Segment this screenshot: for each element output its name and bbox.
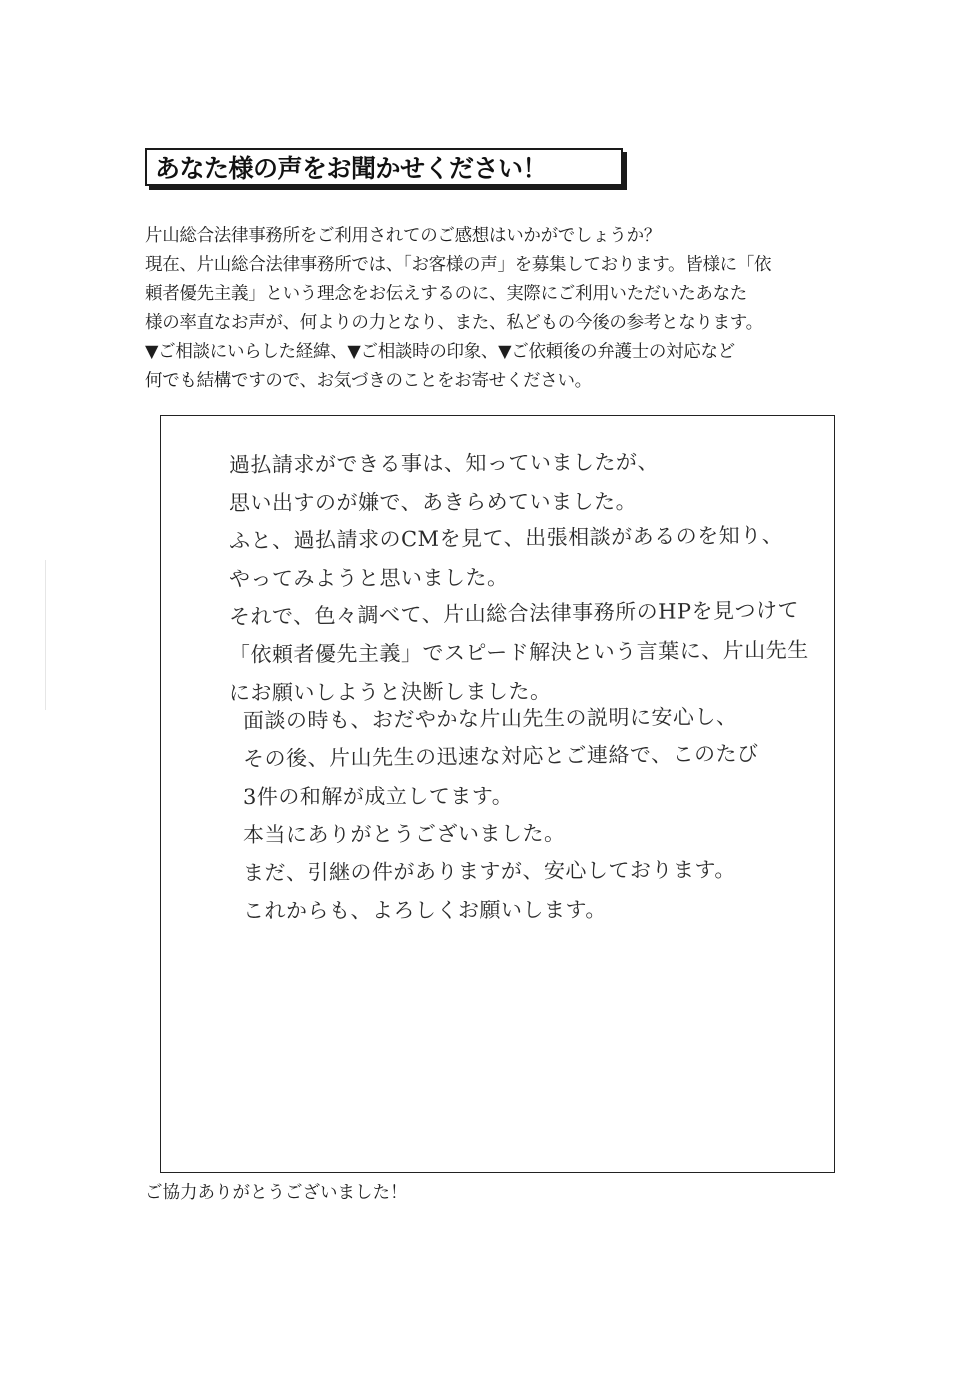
- handwritten-line: 「依頼者優先主義」でスピード解決という言葉に、片山先生: [228, 637, 809, 667]
- intro-line: 頼者優先主義」という理念をお伝えするのに、実際にご利用いただいたあなた: [145, 284, 747, 304]
- thanks-message: ご協力ありがとうございました！: [145, 1183, 408, 1203]
- handwritten-line: これからも、よろしくお願いします。: [242, 897, 607, 923]
- handwritten-paragraph-1: [229, 446, 809, 712]
- handwritten-answer-box: [160, 415, 835, 1173]
- handwritten-paragraph-2: [243, 702, 759, 930]
- handwritten-line: にお願いしようと決断しました。: [228, 679, 552, 705]
- intro-text: [145, 222, 845, 396]
- handwritten-line: 面談の時も、おだやかな片山先生の説明に安心し、: [242, 704, 738, 733]
- intro-line: 現在、片山総合法律事務所では、「お客様の声」を募集しております。皆様に「依: [145, 255, 772, 275]
- page-title: あなた様の声をお聞かせください！: [155, 154, 548, 183]
- page-title-box: [145, 148, 623, 186]
- scan-edge-mark: [45, 560, 46, 710]
- intro-line: 様の率直なお声が、何よりの力となり、また、私どもの今後の参考となります。: [145, 313, 763, 333]
- handwritten-line: ふと、過払請求のCMを見て、出張相談があるのを知り、: [228, 523, 784, 553]
- intro-line: 片山総合法律事務所をご利用されてのご感想はいかがでしょうか？: [145, 226, 661, 246]
- handwritten-line: 思い出すのが嫌で、あきらめていました。: [228, 489, 638, 515]
- handwritten-line: 過払請求ができる事は、知っていましたが、: [228, 449, 660, 477]
- handwritten-line: 3件の和解が成立してます。: [242, 784, 514, 809]
- intro-line: 何でも結構ですので、お気づきのことをお寄せください。: [145, 371, 592, 391]
- handwritten-line: まだ、引継の件がありますが、安心しております。: [242, 857, 736, 885]
- handwritten-line: 本当にありがとうございました。: [242, 821, 566, 847]
- handwritten-line: それで、色々調べて、片山総合法律事務所のHPを見つけて: [228, 598, 800, 629]
- handwritten-line: その後、片山先生の迅速な対応とご連絡で、このたび: [242, 741, 759, 771]
- handwritten-line: やってみようと思いました。: [228, 565, 509, 591]
- intro-line: ▼ご相談にいらした経緯、▼ご相談時の印象、▼ご依頼後の弁護士の対応など: [145, 342, 735, 362]
